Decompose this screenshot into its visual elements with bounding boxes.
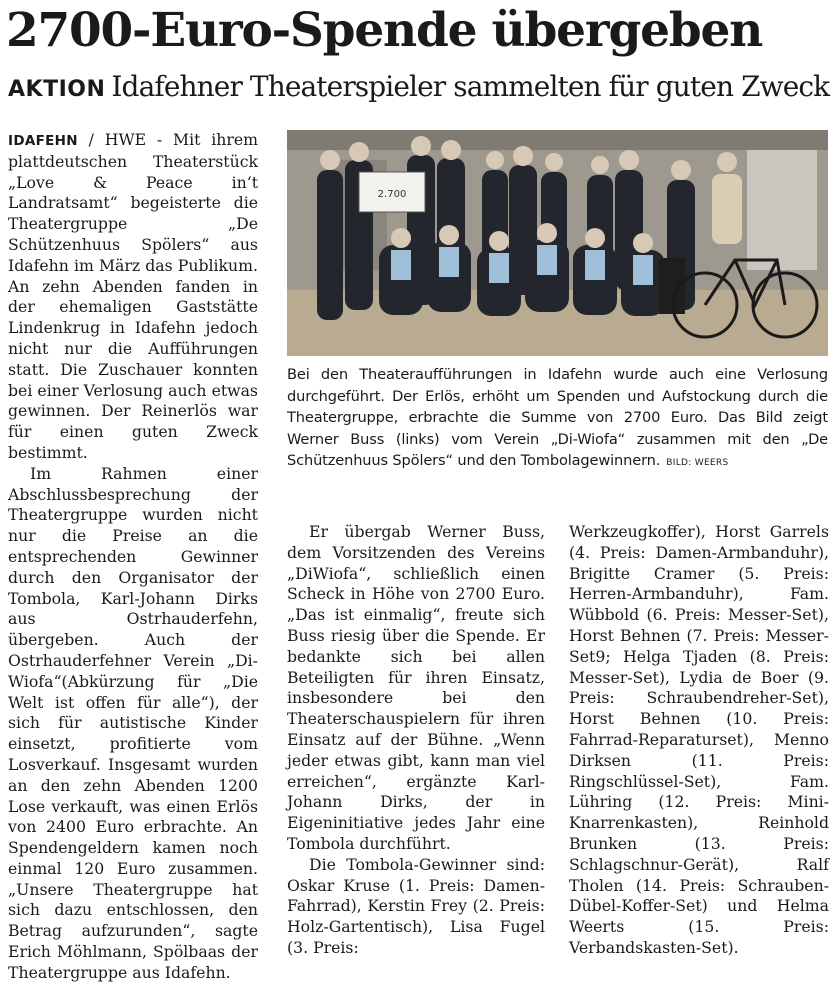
photo-credit: BILD: WEERS <box>666 458 729 469</box>
dateline-separator: / HWE - <box>77 130 173 149</box>
column-3 <box>569 522 829 959</box>
paragraph-5: Werkzeugkoffer), Horst Garrels (4. Preis: Damen-Armbanduhr), Brigitte Cramer (5. Preis: Herren-Armbanduhr), Fam. Wübbold (6. Preis: Messer-Set), Horst Behnen (7. Preis: Messer-Set9; Helga Tjaden (8. Preis: Messer-Set), Lydia de Boer (9. Preis: Schraubendreher-Set), Horst Behnen (10. Preis: Fahrrad-Reparaturset), Menno Dirksen (11. Preis: Ringschlüssel-Set), Fam. Lühring (12. Preis: Mini-Knarrenkasten), Reinhold Brunken (13. Preis: Schlagschnur-Gerät), Ralf Tholen (14. Preis: Schrauben-Dübel-Koffer-Set) und Helma Weerts (15. Preis: Verbandskasten-Set). <box>569 522 829 957</box>
column-2 <box>287 522 545 959</box>
column-1 <box>8 130 258 984</box>
photo-caption <box>287 364 828 475</box>
paragraph-2: Im Rahmen einer Abschlussbesprechung der Theatergruppe wurden nicht nur die Preise an die entsprechenden Gewinner durch den Organisator der Tombola, Karl-Johann Dirks aus Ostrhauderfehn, übergeben. Auch der Ostrhauderfehner Verein „Di-Wiofa“(Abkürzung für „Die Welt ist offen für alle“), der sich für autistische Kinder einsetzt, profitierte vom Losverkauf. Insgesamt wurden an den zehn Abenden 1200 Lose verkauft, was einen Erlös von 2400 Euro erbrachte. An Spendengeldern kamen noch einmal 120 Euro zusammen. „Unsere Theatergruppe hat sich dazu entschlossen, den Betrag aufzurunden“, sagte Erich Möhlmann, Spölbaas der Theatergruppe aus Idafehn. <box>8 463 258 982</box>
check-amount: 2.700 <box>377 189 407 200</box>
kicker: AKTION <box>8 77 106 102</box>
paragraph-1 <box>8 130 258 464</box>
dateline: IDAFEHN <box>8 133 78 149</box>
paragraph-1-text: Mit ihrem plattdeutschen Theaterstück „Love & Peace in‘t Landratsamt“ begeisterte die Theatergruppe „De Schützenhuus Spölers“ aus Idafehn im März das Publikum. An zehn Abenden fanden in der ehemaligen Gaststätte Lindenkrug in Idafehn jedoch nicht nur die Aufführungen statt. Die Zuschauer konnten bei einer Verlosung auch etwas gewinnen. Der Reinerlös war für einen guten Zweck bestimmt. <box>8 130 258 462</box>
group-photo-illustration <box>287 130 828 356</box>
paragraph-4: Die Tombola-Gewinner sind: Oskar Kruse (1. Preis: Damen-Fahrrad), Kerstin Frey (2. Preis: Holz-Gartentisch), Lisa Fugel (3. Preis: <box>287 854 545 957</box>
deck: Idafehner Theaterspieler sammelten für guten Zweck <box>111 70 830 103</box>
subheadline <box>8 70 834 114</box>
paragraph-3: Er übergab Werner Buss, dem Vorsitzenden des Vereins „DiWiofa“, schließlich einen Scheck in Höhe von 2700 Euro. „Das ist einmalig“, freute sich Buss riesig über die Spende. Er bedankte sich bei allen Beteiligten für ihren Einsatz, insbesondere bei den Theaterschauspielern für ihren Einsatz auf der Bühne. „Wenn jeder etwas gibt, kann man viel erreichen“, ergänzte Karl-Johann Dirks, der in Eigeninitiative jedes Jahr eine Tombola durchführt. <box>287 522 545 853</box>
headline: 2700-Euro-Spende übergeben <box>6 3 763 58</box>
caption-text: Bei den Theateraufführungen in Idafehn wurde auch eine Verlosung durchgeführt. Der Erlös, erhöht um Spenden und Aufstockung durch die Theatergruppe, erbrachte die Summe von 2700 Euro. Das Bild zeigt Werner Buss (links) vom Verein „Di-Wiofa“ zusammen mit den „De Schützenhuus Spölers“ und den Tombolagewinnern. <box>287 366 828 470</box>
news-photo <box>287 130 828 356</box>
